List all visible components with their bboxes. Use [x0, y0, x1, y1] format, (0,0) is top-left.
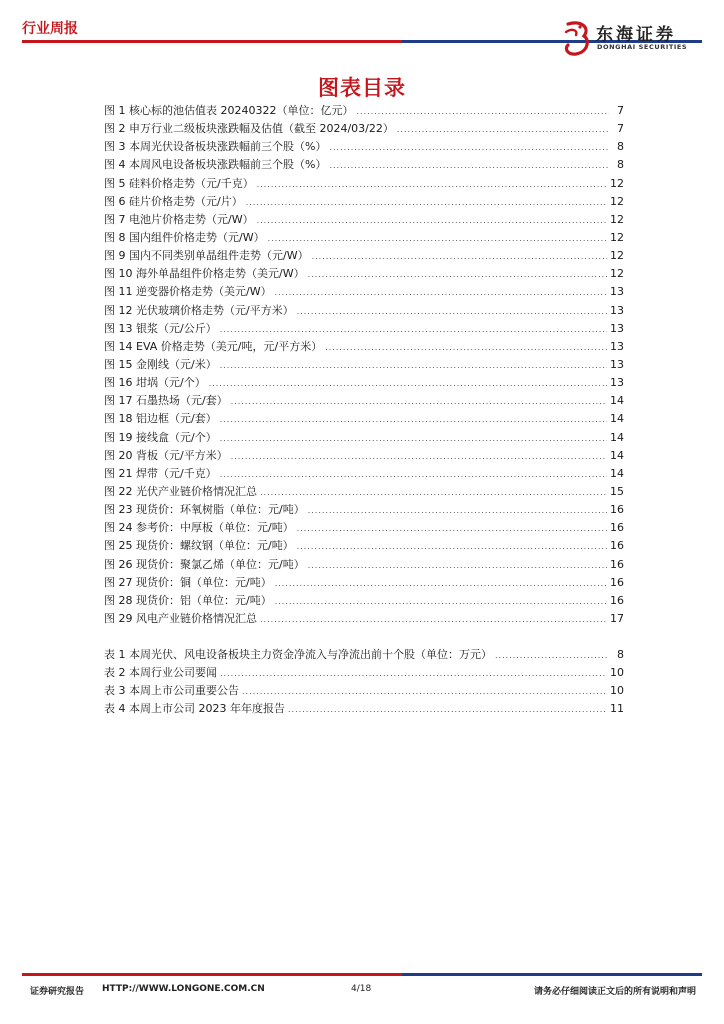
figure-entry[interactable] [104, 447, 624, 465]
figure-entry-page: 13 [610, 376, 624, 390]
figure-entry-page: 13 [610, 339, 624, 353]
table-entry[interactable] [104, 682, 624, 700]
figure-entry-label: 图 20 背板（元/平方米） [104, 448, 228, 462]
dot-leader [325, 339, 607, 357]
figure-entry-label: 图 6 硅片价格走势（元/片） [104, 194, 243, 208]
figure-entry-page: 16 [610, 575, 624, 589]
dot-leader [231, 393, 607, 411]
dot-leader [288, 701, 607, 719]
dot-leader [220, 665, 607, 683]
figure-entry[interactable] [104, 374, 624, 392]
dot-leader [297, 303, 607, 321]
figure-entry-page: 8 [617, 140, 624, 154]
figure-entry[interactable] [104, 156, 624, 174]
figure-entry-page: 17 [610, 611, 624, 625]
figure-entry[interactable] [104, 138, 624, 156]
logo-icon [560, 18, 594, 58]
figure-entry[interactable] [104, 465, 624, 483]
figure-entry-label: 图 3 本周光伏设备板块涨跌幅前三个股（%） [104, 140, 327, 154]
table-entry-label: 表 4 本周上市公司 2023 年年度报告 [104, 702, 285, 716]
table-entry-label: 表 3 本周上市公司重要公告 [104, 684, 239, 698]
figure-entry-label: 图 1 核心标的池估值表 20240322（单位：亿元） [104, 104, 354, 117]
table-entry-page: 8 [617, 648, 624, 661]
logo-chinese-name: 东海证券 [596, 25, 676, 45]
figure-entry[interactable] [104, 229, 624, 247]
footer-rule-red [22, 973, 402, 976]
figure-entry[interactable] [104, 501, 624, 519]
footer-page-number: 4/18 [351, 984, 372, 994]
dot-leader [260, 484, 607, 502]
figure-entry-page: 13 [610, 321, 624, 335]
dot-leader [257, 212, 607, 230]
dot-leader [231, 448, 607, 466]
figure-entry-label: 图 19 接线盒（元/个） [104, 430, 217, 444]
figure-entry[interactable] [104, 483, 624, 501]
dot-leader [329, 157, 609, 175]
figure-entry[interactable] [104, 211, 624, 229]
figure-entry-page: 15 [610, 484, 624, 498]
dot-leader [220, 411, 607, 429]
dot-leader [268, 230, 607, 248]
figure-entry-page: 13 [610, 357, 624, 371]
figure-entry-page: 16 [610, 557, 624, 571]
figure-entry-label: 图 16 坩埚（元/个） [104, 376, 206, 390]
figure-entry[interactable] [104, 519, 624, 537]
figure-entry-page: 12 [610, 230, 624, 244]
dot-leader [220, 357, 607, 375]
figure-entry-label: 图 14 EVA 价格走势（美元/吨，元/平方米） [104, 339, 323, 353]
report-type-label: 行业周报 [22, 21, 78, 37]
figure-entry-page: 12 [610, 267, 624, 281]
dot-leader [495, 647, 609, 665]
figure-entry-label: 图 25 现货价：螺纹钢（单位：元/吨） [104, 539, 294, 553]
header-rule-red [22, 40, 402, 43]
dot-leader [308, 557, 607, 575]
figure-entry[interactable] [104, 338, 624, 356]
figure-entry-label: 图 15 金刚线（元/米） [104, 357, 217, 371]
dot-leader [260, 611, 607, 629]
dot-leader [297, 538, 607, 556]
footer-disclaimer: 请务必仔细阅读正文后的所有说明和声明 [533, 987, 696, 997]
figure-entry-label: 图 4 本周风电设备板块涨跌幅前三个股（%） [104, 158, 327, 172]
dot-leader [275, 593, 607, 611]
dot-leader [329, 139, 609, 157]
figure-entry[interactable] [104, 574, 624, 592]
dot-leader [257, 176, 607, 194]
table-entry-page: 11 [610, 702, 624, 716]
figure-entry[interactable] [104, 265, 624, 283]
figure-entry-label: 图 24 参考价：中厚板（单位：元/吨） [104, 521, 294, 535]
footer-rule-blue [402, 973, 702, 976]
figure-entry-label: 图 18 铝边框（元/套） [104, 412, 217, 426]
figure-entry[interactable] [104, 175, 624, 193]
figure-entry[interactable] [104, 247, 624, 265]
table-entry-label: 表 1 本周光伏、风电设备板块主力资金净流入与净流出前十个股（单位：万元） [104, 648, 492, 661]
table-list [104, 646, 624, 719]
figure-entry-label: 图 17 石墨热场（元/套） [104, 394, 228, 408]
footer-url-link[interactable]: HTTP://WWW.LONGONE.COM.CN [102, 984, 265, 994]
dot-leader [220, 430, 607, 448]
figure-entry-label: 图 7 电池片价格走势（元/W） [104, 212, 254, 226]
figure-entry-label: 图 23 现货价：环氧树脂（单位：元/吨） [104, 503, 305, 517]
figure-entry-label: 图 2 申万行业二级板块涨跌幅及估值（截至 2024/03/22） [104, 122, 394, 136]
figure-entry-page: 12 [610, 212, 624, 226]
figure-entry-label: 图 11 逆变器价格走势（美元/W） [104, 285, 272, 299]
dot-leader [312, 248, 607, 266]
figure-entry-page: 14 [610, 394, 624, 408]
figure-entry-label: 图 12 光伏玻璃价格走势（元/平方米） [104, 303, 294, 317]
figure-entry-page: 13 [610, 303, 624, 317]
figure-entry-label: 图 21 焊带（元/千克） [104, 466, 217, 480]
figure-entry-label: 图 10 海外单晶组件价格走势（美元/W） [104, 267, 305, 281]
dot-leader [209, 375, 607, 393]
figure-entry-label: 图 9 国内不同类别单晶组件走势（元/W） [104, 249, 309, 263]
figure-entry-page: 14 [610, 430, 624, 444]
figure-entry[interactable] [104, 320, 624, 338]
figure-entry[interactable] [104, 410, 624, 428]
figure-entry-label: 图 26 现货价：聚氯乙烯（单位：元/吨） [104, 557, 305, 571]
figure-entry[interactable] [104, 302, 624, 320]
figure-entry-page: 14 [610, 466, 624, 480]
figure-entry[interactable] [104, 102, 624, 120]
figure-entry[interactable] [104, 556, 624, 574]
table-entry-label: 表 2 本周行业公司要闻 [104, 666, 217, 680]
figure-entry-page: 7 [617, 104, 624, 117]
figure-entry-page: 12 [610, 194, 624, 208]
figure-entry-page: 14 [610, 448, 624, 462]
figure-entry[interactable] [104, 537, 624, 555]
figure-entry-page: 14 [610, 412, 624, 426]
figure-entry[interactable] [104, 592, 624, 610]
table-entry[interactable] [104, 700, 624, 718]
table-entry-page: 10 [610, 684, 624, 698]
dot-leader [220, 321, 607, 339]
figure-entry[interactable] [104, 193, 624, 211]
figure-entry-label: 图 13 银浆（元/公斤） [104, 321, 217, 335]
page-title: 图表目录 [318, 76, 406, 100]
figure-entry[interactable] [104, 610, 624, 628]
figure-entry-label: 图 27 现货价：铜（单位：元/吨） [104, 575, 272, 589]
dot-leader [356, 103, 609, 121]
figure-entry-page: 16 [610, 593, 624, 607]
figure-entry-label: 图 8 国内组件价格走势（元/W） [104, 230, 265, 244]
dot-leader [397, 121, 609, 139]
figure-entry-page: 7 [617, 122, 624, 136]
figure-entry-label: 图 22 光伏产业链价格情况汇总 [104, 484, 257, 498]
table-entry[interactable] [104, 646, 624, 664]
dot-leader [246, 194, 607, 212]
dot-leader [242, 683, 607, 701]
table-entry[interactable] [104, 664, 624, 682]
dot-leader [275, 575, 607, 593]
figure-entry[interactable] [104, 120, 624, 138]
figure-entry-page: 16 [610, 503, 624, 517]
figure-entry-page: 16 [610, 521, 624, 535]
figure-entry-page: 13 [610, 285, 624, 299]
figure-entry[interactable] [104, 429, 624, 447]
dot-leader [220, 466, 607, 484]
dot-leader [275, 284, 607, 302]
logo-english-name: DONGHAI SECURITIES [597, 43, 688, 51]
figure-entry-page: 8 [617, 158, 624, 172]
figure-entry-page: 12 [610, 176, 624, 190]
figure-entry-label: 图 29 风电产业链价格情况汇总 [104, 611, 257, 625]
dot-leader [297, 520, 607, 538]
figure-entry-page: 16 [610, 539, 624, 553]
donghai-logo [560, 18, 705, 58]
footer-report-label: 证券研究报告 [30, 987, 85, 997]
figure-entry-page: 12 [610, 249, 624, 263]
figure-entry[interactable] [104, 392, 624, 410]
table-entry-page: 10 [610, 666, 624, 680]
figure-list [104, 102, 624, 628]
dot-leader [308, 266, 607, 284]
figure-entry-label: 图 5 硅料价格走势（元/千克） [104, 176, 254, 190]
figure-entry[interactable] [104, 356, 624, 374]
dot-leader [308, 502, 607, 520]
figure-entry-label: 图 28 现货价：铝（单位：元/吨） [104, 593, 272, 607]
figure-entry[interactable] [104, 283, 624, 301]
